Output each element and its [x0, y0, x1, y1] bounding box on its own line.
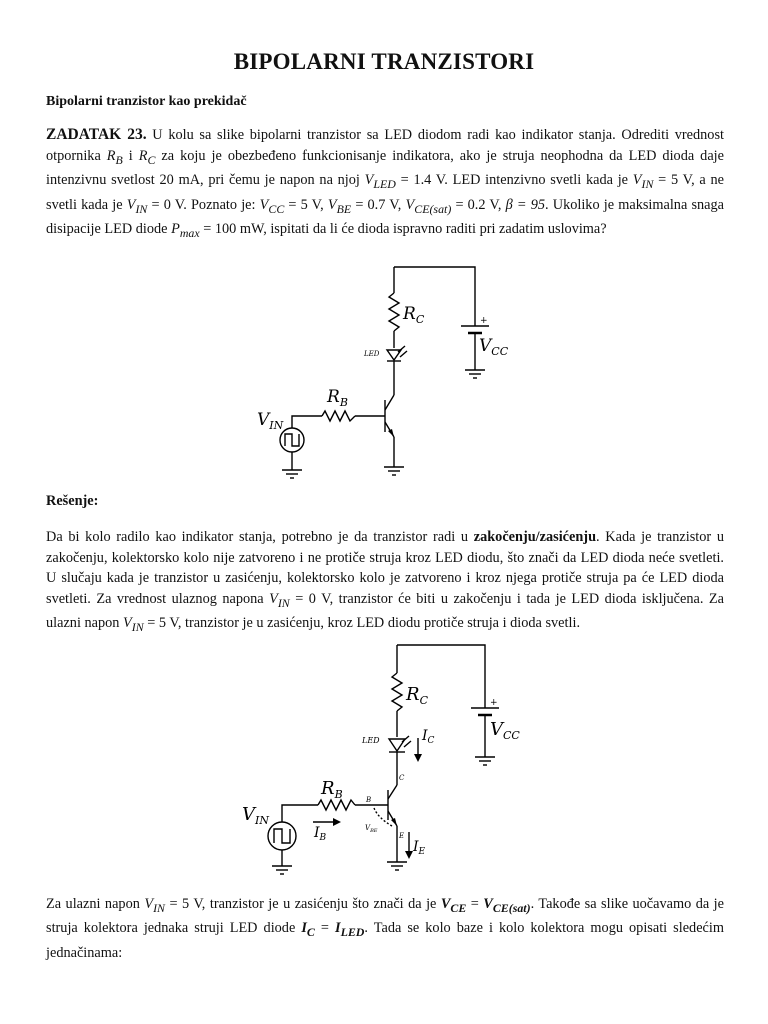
math-vin: $V_{IN}$: [144, 896, 165, 915]
vcc-label: $V_{CC}$: [490, 719, 520, 742]
math-vce: $V_{CE}$: [440, 896, 467, 915]
rc-label: $R_C$: [406, 684, 428, 707]
solution-text: Da bi kolo radilo kao indikator stanja, potrebno je da tranzistor radi u: [46, 529, 474, 545]
task-text: i: [122, 147, 139, 164]
task-text: = 5 V,: [284, 196, 328, 213]
solution-heading: Rešenje:: [46, 493, 99, 509]
task-text: U kolu sa slike bipolarni tranzistor sa LED diodom radi kao indikator stanja. Odrediti vrednost otpornika: [46, 127, 724, 164]
page-title: BIPOLARNI TRANZISTORI: [233, 49, 535, 74]
plus-label: +: [490, 698, 498, 708]
task-text: = 100 mW, ispitati da li će dioda ispravno raditi pri zadatim uslovima?: [199, 220, 607, 237]
task-text: = 0.7 V,: [351, 196, 406, 213]
solution-text: = 0 V, tranzistor će biti u zakočenju i tada je LED dioda isključena. Za ulazni napon: [46, 590, 724, 632]
resistor-rc: [392, 673, 402, 711]
math-pmax: $P_{max}$: [171, 220, 200, 240]
math-vbe: $V_{BE}$: [327, 196, 352, 216]
math-vcc: $V_{CC}$: [259, 196, 285, 216]
math-vin: $V_{IN}$: [269, 590, 290, 610]
math-vce-sat: $V_{CE(sat)}$: [483, 896, 531, 915]
math-ic: $I_C$: [301, 920, 315, 940]
math-vin: $V_{IN}$: [123, 615, 144, 635]
node-e-label: E: [399, 832, 405, 840]
task-label: ZADATAK 23.: [46, 126, 147, 143]
ic-label: $I_C$: [422, 728, 435, 746]
math-rc: $R_C$: [138, 147, 156, 167]
rb-label: $R_B$: [321, 778, 343, 801]
task-text: = 5 V, a ne svetli kada je: [46, 172, 724, 213]
math-rb: $R_B$: [106, 147, 123, 167]
task-text: za koju je obezbeđeno funkcionisanje indikatora, ako je struja neophodna da LED dioda daje intenzivnu svetlost 20 mA, pri čemu je napon na njoj: [46, 147, 724, 189]
math-vled: $V_{LED}$: [364, 172, 396, 191]
task-text: = 0.2 V,: [451, 196, 506, 213]
math-vin: $V_{IN}$: [632, 172, 654, 191]
math-vce-sat: $V_{CE(sat)}$: [405, 196, 452, 216]
led-label: LED: [362, 736, 380, 745]
vin-label: $V_{IN}$: [257, 410, 284, 432]
solution-text: . Kada je tranzistor u zakočenju, kolektorsko kolo nije zatvoreno i ne protiče struja kroz LED diodu, što znači da LED dioda neće svetleti. U slučaju kada je tranzistor u zasićenju, kolektorsko kolo je zatvoreno i kroz njega protiče struja pa će LED dioda svetleti. Za vrednost ulaznog napona: [46, 529, 724, 607]
rc-label: $R_C$: [403, 304, 425, 326]
rb-label: $R_B$: [327, 387, 348, 409]
conclusion-text: . Tada se kolo baze i kolo kolektora mogu opisati sledećim jednačinama:: [46, 920, 724, 961]
vbe-label: $V_{BE}$: [365, 824, 378, 834]
ie-label: $I_E$: [413, 839, 426, 857]
math-beta: β = 95: [505, 196, 546, 213]
plus-label: +: [480, 316, 488, 326]
conclusion-paragraph: [46, 894, 724, 964]
led-label: LED: [364, 350, 380, 358]
conclusion-text: Za ulazni napon: [46, 896, 145, 912]
vin-label: $V_{IN}$: [242, 804, 269, 827]
node-b-label: B: [366, 796, 372, 804]
solution-bold-term: zakočenju/zasićenju: [473, 529, 597, 545]
task-text: . Ukoliko je maksimalna snaga disipacije LED diode: [46, 196, 725, 237]
equals-sign: =: [314, 920, 335, 937]
solution-text: = 5 V, tranzistor je u zasićenju, kroz LED diodu protiče struja i dioda svetli.: [143, 615, 581, 632]
conclusion-text: = 5 V, tranzistor je u zasićenju što znači da je: [164, 896, 441, 912]
resistor-rb: [318, 800, 355, 810]
section-subtitle: Bipolarni tranzistor kao prekidač: [46, 94, 247, 109]
ib-label: $I_B$: [314, 825, 327, 843]
node-c-label: C: [399, 774, 405, 782]
math-vin: $V_{IN}$: [126, 196, 148, 216]
task-text: = 1.4 V. LED intenzivno svetli kada je: [395, 172, 633, 189]
equals-sign: =: [466, 896, 484, 912]
vcc-label: $V_{CC}$: [479, 336, 509, 358]
math-iled: $I_{LED}$: [335, 920, 365, 940]
conclusion-text: . Takođe sa slike uočavamo da je struja kolektora jednaka struji LED diode: [46, 896, 725, 937]
task-text: = 0 V. Poznato je:: [147, 196, 260, 213]
